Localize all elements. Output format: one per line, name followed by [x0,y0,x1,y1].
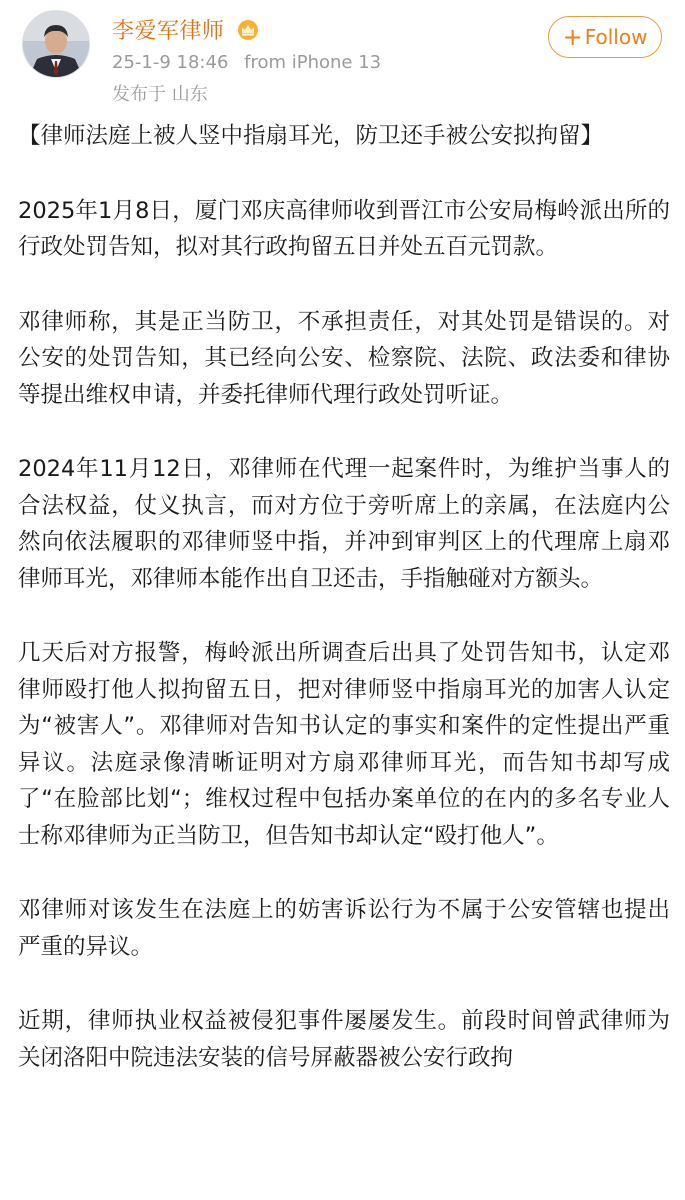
post-timestamp: 25-1-9 18:46 [112,52,229,73]
post-paragraph: 几天后对方报警，梅岭派出所调查后出具了处罚告知书，认定邓律师殴打他人拟拘留五日，把对律师竖中指扇耳光的加害人认定为“被害人”。邓律师对告知书认定的事实和案件的定性提出严重异议。法庭录像清晰证明对方扇邓律师耳光，而告知书却写成了“在脸部比划“；维权过程中包括办案单位的在内的多名专业人士称邓律师为正当防卫，但告知书却认定“殴打他人”。 [18,640,670,849]
post-paragraph: 近期，律师执业权益被侵犯事件屡屡发生。前段时间曾武律师为关闭洛阳中院违法安装的信号屏蔽器被公安行政拘 [18,1008,670,1071]
post-paragraph: 邓律师对该发生在法庭上的妨害诉讼行为不属于公安管辖也提出严重的异议。 [18,897,670,960]
post-paragraph: 邓律师称，其是正当防卫，不承担责任，对其处罚是错误的。对公安的处罚告知，其已经向公安、检察院、法院、政法委和律协等提出维权申请，并委托律师代理行政处罚听证。 [18,308,670,408]
post-source: from iPhone 13 [244,52,382,73]
post-location: 发布于 山东 [112,84,208,105]
post-meta [112,52,391,73]
follow-label: Follow [584,25,648,49]
post-header [0,0,685,120]
post-paragraph: 2024年11月12日，邓律师在代理一起案件时，为维护当事人的合法权益，仗义执言，而对方位于旁听席上的亲属，在法庭内公然向依法履职的邓律师竖中指，并冲到审判区上的代理席上扇邓律师耳光，邓律师本能作出自卫还击，手指触碰对方额头。 [18,456,670,592]
avatar[interactable] [22,10,90,78]
post-title: 【律师法庭上被人竖中指扇耳光，防卫还手被公安拟拘留】 [18,123,604,149]
follow-button[interactable] [548,16,662,58]
author-name[interactable]: 李爱军律师 [112,19,225,44]
post-paragraph: 2025年1月8日，厦门邓庆高律师收到晋江市公安局梅岭派出所的行政处罚告知，拟对其行政拘留五日并处五百元罚款。 [18,197,670,260]
post-body [18,118,670,1114]
crown-badge-icon [236,18,260,40]
plus-icon: + [562,23,583,51]
